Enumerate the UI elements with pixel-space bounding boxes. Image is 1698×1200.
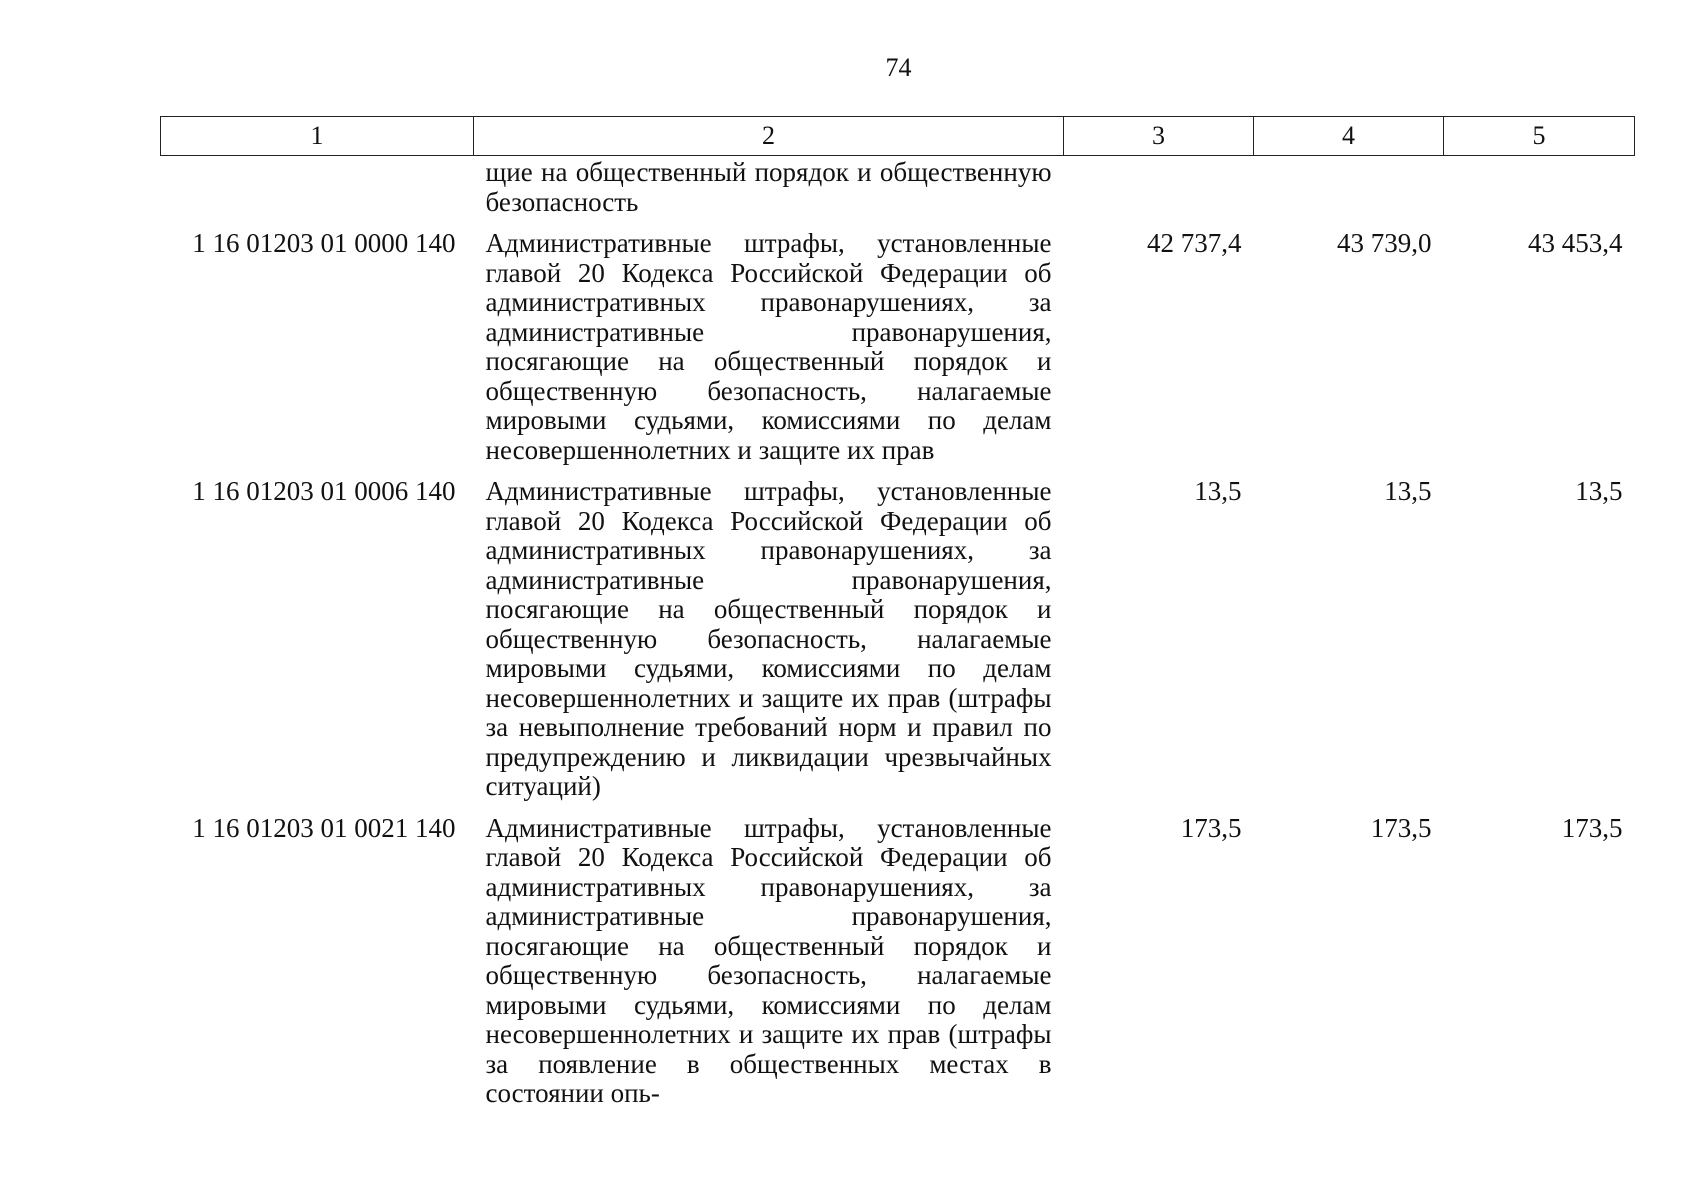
kbk-code-cell: 1 16 01203 01 0006 140 xyxy=(192,476,456,506)
continuation-description: щие на общественный порядок и общественную безопасность xyxy=(485,157,1052,217)
amount-col4-cell: 173,5 xyxy=(1370,812,1432,843)
table-row xyxy=(161,802,1635,1109)
budget-table-container xyxy=(160,116,1634,1109)
table-row xyxy=(161,465,1635,802)
column-header-5: 5 xyxy=(1444,117,1635,156)
column-header-4: 4 xyxy=(1254,117,1444,156)
column-header-1: 1 xyxy=(161,117,474,156)
amount-col5-cell: 43 453,4 xyxy=(1528,228,1623,258)
amount-col5-cell: 13,5 xyxy=(1575,476,1623,506)
continuation-row xyxy=(161,156,1635,218)
column-header-2: 2 xyxy=(474,117,1064,156)
kbk-code-cell: 1 16 01203 01 0000 140 xyxy=(192,228,456,258)
continuation-code-cell xyxy=(161,156,474,218)
amount-col4-cell: 13,5 xyxy=(1384,476,1432,506)
amount-col3-cell: 42 737,4 xyxy=(1147,228,1242,258)
amount-col3-cell: 13,5 xyxy=(1194,476,1242,506)
table-header-row xyxy=(161,117,1635,156)
description-cell: Административные штрафы, установленные главой 20 Кодекса Российской Федерации об административных правонарушениях, за административные правонарушения, посягающие на общественный порядок и общественную безопасность, налагаемые мировыми судьями, комиссиями по делам несовершеннолетних и защите их прав (штрафы за невыполнение требований норм и правил по предупреждению и ликвидации чрезвычайных ситуаций) xyxy=(485,476,1052,801)
amount-col3-cell: 173,5 xyxy=(1180,812,1242,843)
budget-table xyxy=(160,116,1635,1109)
amount-col5-cell: 173,5 xyxy=(1561,812,1623,843)
description-cell: Административные штрафы, установленные главой 20 Кодекса Российской Федерации об административных правонарушениях, за административные правонарушения, посягающие на общественный порядок и общественную безопасность, налагаемые мировыми судьями, комиссиями по делам несовершеннолетних и защите их прав xyxy=(485,228,1052,465)
column-header-3: 3 xyxy=(1064,117,1254,156)
page-number: 74 xyxy=(885,53,912,82)
table-row xyxy=(161,217,1635,465)
kbk-code-cell: 1 16 01203 01 0021 140 xyxy=(192,812,456,843)
amount-col4-cell: 43 739,0 xyxy=(1337,228,1432,258)
description-cell: Административные штрафы, установленные главой 20 Кодекса Российской Федерации об административных правонарушениях, за административные правонарушения, посягающие на общественный порядок и общественную безопасность, налагаемые мировыми судьями, комиссиями по делам несовершеннолетних и защите их прав (штрафы за появление в общественных местах в состоянии опь- xyxy=(485,812,1052,1108)
